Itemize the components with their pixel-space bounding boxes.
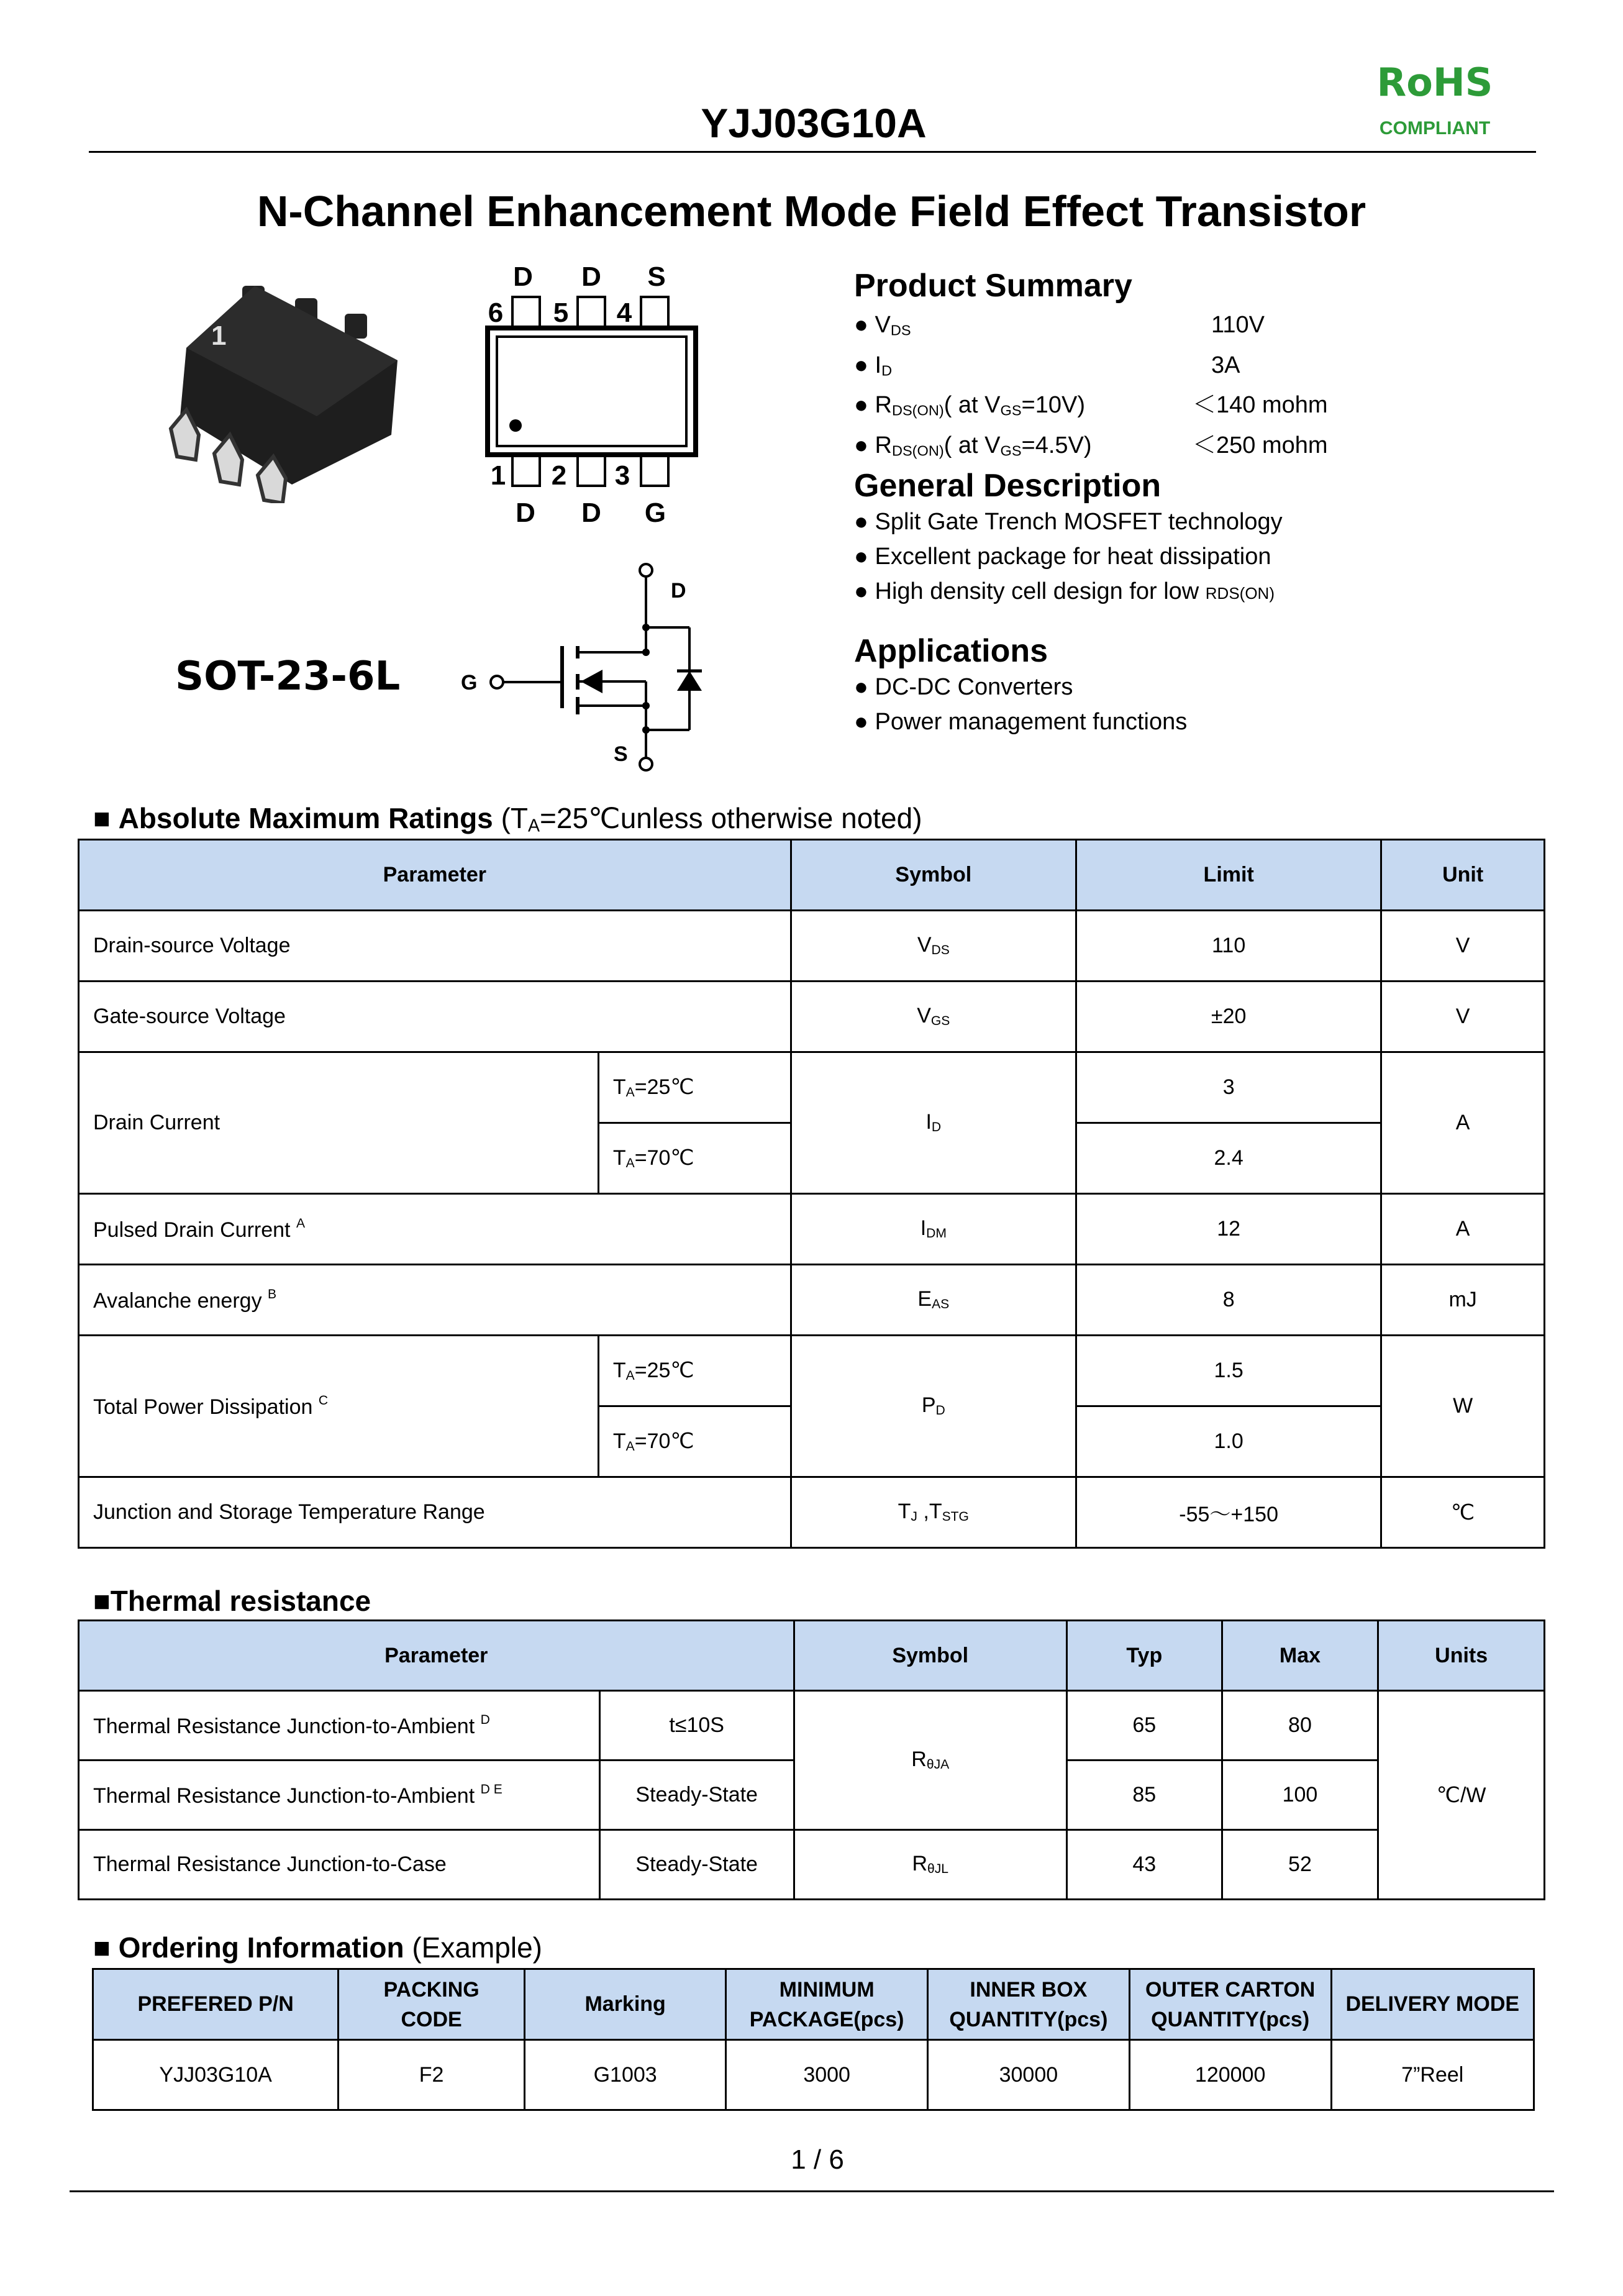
desc-item: ● High density cell design for low RDS(ON) <box>854 578 1275 604</box>
rohs-compliant: COMPLIANT <box>1379 118 1491 139</box>
thermal-heading: ■Thermal resistance <box>93 1585 371 1617</box>
app-item: ● DC-DC Converters <box>854 674 1073 700</box>
package-photo <box>149 273 410 503</box>
general-description-title: General Description <box>854 468 1162 504</box>
rohs-label: RoHS <box>1376 60 1493 105</box>
table-row: YJJ03G10A F2 G1003 3000 30000 120000 7”Reel <box>93 2040 1534 2110</box>
pin-label-4: S <box>647 262 666 292</box>
symbol-source-label: S <box>614 742 628 766</box>
table-row: Avalanche energy $^B$ $E_{AS}$ 8 mJ <box>79 1265 1545 1336</box>
applications-list <box>854 670 1537 739</box>
pin-num-6: 6 <box>488 298 504 328</box>
pin-num-2: 2 <box>551 460 567 491</box>
product-summary-title: Product Summary <box>854 268 1132 304</box>
summary-value: 3A <box>1211 352 1240 378</box>
thermal-header-symbol: Symbol <box>794 1621 1066 1691</box>
pin-num-3: 3 <box>614 460 630 491</box>
summary-value: 110V <box>1211 312 1265 338</box>
ordering-table <box>92 1968 1535 2111</box>
thermal-header-parameter: Parameter <box>79 1621 794 1691</box>
pin-label-2: D <box>581 498 601 528</box>
mosfet-symbol <box>453 559 727 777</box>
ordering-header-min-package: MINIMUM PACKAGE(pcs) <box>726 1969 928 2040</box>
pin-label-6: D <box>513 262 533 292</box>
pin-label-5: D <box>581 262 601 292</box>
thermal-header-max: Max <box>1222 1621 1378 1691</box>
ordering-header-pn: PREFERED P/N <box>93 1969 339 2040</box>
abs-header-limit: Limit <box>1076 840 1381 911</box>
package-outline <box>488 328 696 455</box>
table-row: Thermal Resistance Junction-to-Ambient $^D$ t≤10S $R_{\theta JA}$ 65 80 ℃/W <box>79 1691 1545 1761</box>
summary-value: ＜250 mohm <box>1193 432 1328 459</box>
desc-item: ● Split Gate Trench MOSFET technology <box>854 509 1283 535</box>
table-row: Drain-source Voltage $V_{DS}$ 110 V <box>79 911 1545 982</box>
abs-max-table <box>78 839 1545 1549</box>
applications-title: Applications <box>854 633 1048 669</box>
page-number: 1 / 6 <box>791 2144 844 2175</box>
pin-num-5: 5 <box>553 298 569 328</box>
table-row: $T_A=70℃$ 1.0 <box>79 1406 1545 1477</box>
summary-value: ＜140 mohm <box>1193 392 1328 419</box>
symbol-drain-label: D <box>671 579 686 603</box>
table-row: Pulsed Drain Current $^A$ $I_{DM}$ 12 A <box>79 1194 1545 1265</box>
summary-row-rdson-10v: ● $R_{DS(ON)}$( at $V_{GS}=10V$) ＜140 mohm <box>854 388 1475 428</box>
app-item: ● Power management functions <box>854 709 1188 735</box>
table-row: $T_A=70℃$ 2.4 <box>79 1123 1545 1194</box>
pin1-dot <box>509 419 522 432</box>
ordering-header-inner-box: INNER BOX QUANTITY(pcs) <box>928 1969 1130 2040</box>
table-row: Junction and Storage Temperature Range $T_J$ $,T_{STG}$ -55～+150 ℃ <box>79 1477 1545 1548</box>
main-title: N-Channel Enhancement Mode Field Effect Transistor <box>257 187 1366 235</box>
pin-num-4: 4 <box>616 298 632 328</box>
table-row: Drain Current $T_A=25℃$ $I_D$ 3 A <box>79 1052 1545 1123</box>
thermal-table <box>78 1620 1545 1900</box>
summary-row-vds: ● $V_{DS}$ 110V <box>854 308 1475 348</box>
ordering-header-packing: PACKING CODE <box>339 1969 525 2040</box>
summary-row-rdson-4v5: ● $R_{DS(ON)}$( at $V_{GS}=4.5V$) ＜250 mohm <box>854 428 1475 468</box>
package-name: SOT-23-6L <box>175 654 401 699</box>
footer-rule <box>70 2190 1554 2192</box>
thermal-header-units: Units <box>1378 1621 1545 1691</box>
table-row: Gate-source Voltage $V_{GS}$ ±20 V <box>79 982 1545 1052</box>
ordering-header-delivery: DELIVERY MODE <box>1331 1969 1534 2040</box>
desc-item: ● Excellent package for heat dissipation <box>854 544 1271 570</box>
pinout-diagram <box>478 255 714 534</box>
summary-row-id: ● $I_D$ 3A <box>854 348 1475 388</box>
abs-header-symbol: Symbol <box>791 840 1076 911</box>
table-row: Thermal Resistance Junction-to-Case Steady-State $R_{\theta JL}$ 43 52 <box>79 1830 1545 1900</box>
abs-header-unit: Unit <box>1381 840 1545 911</box>
header-rule <box>89 151 1536 153</box>
pin-label-1: D <box>516 498 535 528</box>
pin-num-1: 1 <box>490 460 506 491</box>
table-row: Thermal Resistance Junction-to-Ambient $^{D E}$ Steady-State 85 100 <box>79 1761 1545 1830</box>
chip-pin1-mark: 1 <box>211 321 227 351</box>
pin-label-3: G <box>644 498 666 528</box>
thermal-header-typ: Typ <box>1066 1621 1222 1691</box>
part-number: YJJ03G10A <box>701 100 927 146</box>
product-summary-list <box>854 308 1475 468</box>
general-description-list <box>854 504 1537 611</box>
ordering-heading: ■ Ordering Information (Example) <box>93 1931 542 1964</box>
symbol-gate-label: G <box>461 671 478 695</box>
abs-header-parameter: Parameter <box>79 840 791 911</box>
ordering-header-marking: Marking <box>525 1969 726 2040</box>
abs-max-heading: ■ Absolute Maximum Ratings ($T_A=25℃unless$ otherwise noted) <box>93 802 922 836</box>
table-row: Total Power Dissipation $^C$ $T_A=25℃$ $P_D$ 1.5 W <box>79 1336 1545 1406</box>
ordering-header-outer-carton: OUTER CARTON QUANTITY(pcs) <box>1129 1969 1331 2040</box>
